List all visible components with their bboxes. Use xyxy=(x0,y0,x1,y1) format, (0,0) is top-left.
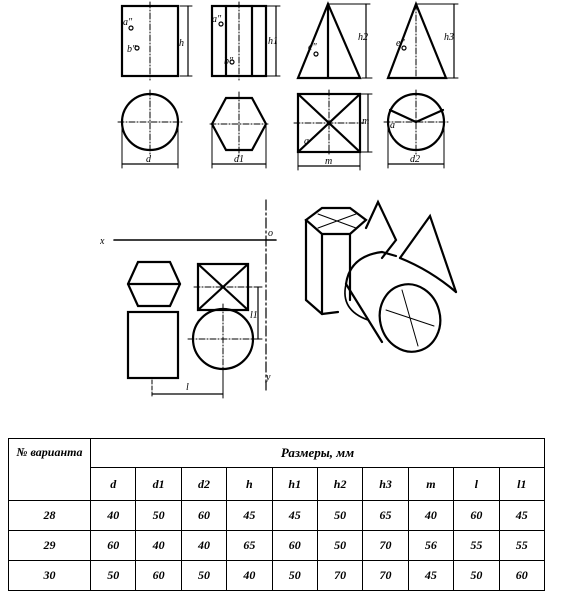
label-b-top2: b" xyxy=(224,56,234,67)
col-header: d2 xyxy=(181,468,226,501)
value-cell: 60 xyxy=(181,501,226,531)
value-cell: 50 xyxy=(317,531,362,561)
value-cell: 55 xyxy=(499,531,545,561)
value-cell: 50 xyxy=(317,501,362,531)
label-m-right: m xyxy=(362,116,370,127)
value-cell: 40 xyxy=(227,561,272,591)
table-row xyxy=(9,531,545,561)
variant-header: № варианта xyxy=(9,439,91,501)
col-header: d xyxy=(91,468,136,501)
col-header: h xyxy=(227,468,272,501)
value-cell: 60 xyxy=(136,561,181,591)
variant-cell: 30 xyxy=(9,561,91,591)
technical-drawing xyxy=(100,0,466,428)
col-header: l1 xyxy=(499,468,545,501)
col-header: h1 xyxy=(272,468,317,501)
label-d2: d2 xyxy=(410,154,420,165)
value-cell: 60 xyxy=(272,531,317,561)
label-m-bottom: m xyxy=(325,156,333,167)
value-cell: 60 xyxy=(454,501,499,531)
label-a-top: a" xyxy=(123,17,133,28)
label-h2: h2 xyxy=(358,32,368,43)
value-cell: 50 xyxy=(454,561,499,591)
value-cell: 70 xyxy=(363,531,408,561)
value-cell: 70 xyxy=(317,561,362,591)
value-cell: 60 xyxy=(91,531,136,561)
col-header: d1 xyxy=(136,468,181,501)
sizes-header: Размеры, мм xyxy=(91,439,545,468)
value-cell: 56 xyxy=(408,531,453,561)
value-cell: 50 xyxy=(181,561,226,591)
value-cell: 40 xyxy=(136,531,181,561)
label-a-square: a xyxy=(304,136,309,147)
label-a-circle: a xyxy=(390,120,395,131)
value-cell: 45 xyxy=(272,501,317,531)
value-cell: 45 xyxy=(227,501,272,531)
label-b-top: b" xyxy=(127,44,137,55)
value-cell: 45 xyxy=(408,561,453,591)
label-o: o xyxy=(268,228,273,239)
value-cell: 40 xyxy=(181,531,226,561)
value-cell: 65 xyxy=(363,501,408,531)
table-header-row xyxy=(9,439,545,468)
value-cell: 55 xyxy=(454,531,499,561)
value-cell: 50 xyxy=(136,501,181,531)
label-y: y xyxy=(266,372,271,383)
dimensions-table xyxy=(8,438,545,591)
value-cell: 40 xyxy=(408,501,453,531)
label-l: l xyxy=(186,382,189,393)
label-l1: l1 xyxy=(250,310,258,321)
col-header: h2 xyxy=(317,468,362,501)
drawing-svg xyxy=(100,0,466,428)
col-header: l xyxy=(454,468,499,501)
label-h3: h3 xyxy=(444,32,454,43)
label-c-top: c" xyxy=(308,42,317,53)
value-cell: 50 xyxy=(272,561,317,591)
value-cell: 65 xyxy=(227,531,272,561)
label-d1: d1 xyxy=(234,154,244,165)
label-h: h xyxy=(179,38,184,49)
value-cell: 50 xyxy=(91,561,136,591)
variant-cell: 28 xyxy=(9,501,91,531)
label-x: x xyxy=(100,236,105,247)
col-header: h3 xyxy=(363,468,408,501)
value-cell: 40 xyxy=(91,501,136,531)
label-a-top2: a" xyxy=(212,14,222,25)
value-cell: 60 xyxy=(499,561,545,591)
col-header: m xyxy=(408,468,453,501)
value-cell: 70 xyxy=(363,561,408,591)
table-row xyxy=(9,501,545,531)
label-d: d xyxy=(146,154,151,165)
variant-cell: 29 xyxy=(9,531,91,561)
value-cell: 45 xyxy=(499,501,545,531)
label-h1: h1 xyxy=(268,36,278,47)
label-e-top: e" xyxy=(396,38,405,49)
table-row xyxy=(9,561,545,591)
